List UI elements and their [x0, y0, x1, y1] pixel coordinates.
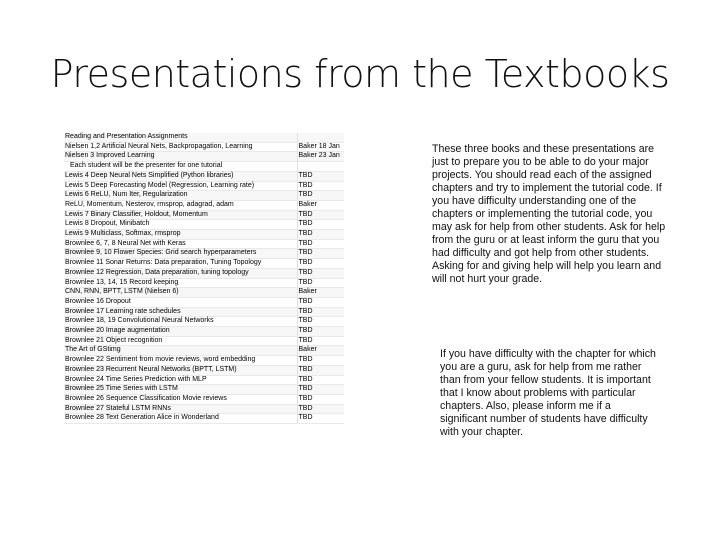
table-row: [64, 239, 344, 249]
assignment-cell: Brownlee 21 Object recognition: [64, 336, 297, 346]
assignment-cell: Lewis 9 Multiclass, Softmax, rmsprop: [64, 230, 297, 240]
presenter-cell: TBD: [297, 268, 344, 278]
table-row: [64, 210, 344, 220]
presenter-cell: TBD: [297, 171, 344, 181]
table-row: [64, 346, 344, 356]
table-row: [64, 385, 344, 395]
assignment-cell: Brownlee 18, 19 Convolutional Neural Networks: [64, 317, 297, 327]
table-row: [64, 297, 344, 307]
table-row: [64, 268, 344, 278]
presenter-cell: TBD: [297, 191, 344, 201]
table-row: [64, 152, 344, 162]
presenter-cell: TBD: [297, 259, 344, 269]
assignment-cell: Brownlee 11 Sonar Returns: Data preparation, Tuning Topology: [64, 259, 297, 269]
assignment-cell: Lewis 4 Deep Neural Nets Simplified (Python libraries): [64, 171, 297, 181]
presenter-cell: TBD: [297, 278, 344, 288]
presenter-cell: TBD: [297, 327, 344, 337]
assignment-cell: Lewis 6 ReLU, Num Iter, Regularization: [64, 191, 297, 201]
presenter-cell: Baker: [297, 346, 344, 356]
table-row: [64, 307, 344, 317]
table-row: [64, 230, 344, 240]
assignment-cell: Brownlee 12 Regression, Data preparation, tuning topology: [64, 268, 297, 278]
assignment-cell: Brownlee 16 Dropout: [64, 297, 297, 307]
assignment-cell: Brownlee 22 Sentiment from movie reviews, word embedding: [64, 356, 297, 366]
table-row: [64, 142, 344, 152]
assignment-cell: Brownlee 13, 14, 15 Record keeping: [64, 278, 297, 288]
assignment-cell: Nielsen 3 Improved Learning: [64, 152, 297, 162]
presenter-cell: TBD: [297, 414, 344, 424]
table-header: Reading and Presentation Assignments: [64, 133, 297, 142]
table-header-row: [64, 133, 344, 142]
assignment-cell: Brownlee 28 Text Generation Alice in Wonderland: [64, 414, 297, 424]
presenter-cell: TBD: [297, 365, 344, 375]
assignment-cell: ReLU, Momentum, Nesterov, rmsprop, adagrad, adam: [64, 200, 297, 210]
presenter-cell: TBD: [297, 230, 344, 240]
presenter-cell: TBD: [297, 385, 344, 395]
table-row: [64, 249, 344, 259]
presenter-cell: TBD: [297, 210, 344, 220]
presenter-cell: TBD: [297, 375, 344, 385]
assignment-cell: Brownlee 23 Recurrent Neural Networks (BPTT, LSTM): [64, 365, 297, 375]
assignment-cell: Lewis 5 Deep Forecasting Model (Regression, Learning rate): [64, 181, 297, 191]
presenter-cell: Baker 18 Jan: [297, 142, 344, 152]
table-row: [64, 162, 344, 172]
presenter-cell: TBD: [297, 181, 344, 191]
table-row: [64, 288, 344, 298]
guidance-text: These three books and these presentations are just to prepare you to be able to do your major projects. You should read each of the assigned chapters and try to implement the tutorial code. If you have difficulty understanding one of the chapters or implementing the tutorial code, you may ask for help from other students. Ask for help from the guru or at least inform the guru that you had difficulty and got help from other students. Asking for and giving help will help you learn and will not hurt your grade.: [432, 143, 666, 285]
table-row: [64, 278, 344, 288]
assignment-cell: Each student will be the presenter for one tutorial: [64, 162, 297, 172]
table-row: [64, 191, 344, 201]
table-header-blank: [297, 133, 344, 142]
assignments-table-body: [64, 133, 344, 424]
table-row: [64, 220, 344, 230]
assignment-cell: Brownlee 17 Learning rate schedules: [64, 307, 297, 317]
table-row: [64, 336, 344, 346]
table-row: [64, 327, 344, 337]
assignment-cell: Brownlee 25 Time Series with LSTM: [64, 385, 297, 395]
table-row: [64, 404, 344, 414]
presenter-cell: TBD: [297, 336, 344, 346]
assignment-cell: Brownlee 26 Sequence Classification Movie reviews: [64, 394, 297, 404]
table-row: [64, 200, 344, 210]
assignment-cell: Brownlee 24 Time Series Prediction with MLP: [64, 375, 297, 385]
table-row: [64, 414, 344, 424]
table-row: [64, 375, 344, 385]
table-row: [64, 365, 344, 375]
presenter-cell: TBD: [297, 239, 344, 249]
assignment-cell: Brownlee 6, 7, 8 Neural Net with Keras: [64, 239, 297, 249]
assignment-cell: Brownlee 20 Image augmentation: [64, 327, 297, 337]
presenter-cell: TBD: [297, 317, 344, 327]
assignment-cell: Brownlee 27 Stateful LSTM RNNs: [64, 404, 297, 414]
table-row: [64, 181, 344, 191]
assignment-cell: Brownlee 9, 10 Flower Species: Grid search hyperparameters: [64, 249, 297, 259]
presenter-cell: TBD: [297, 356, 344, 366]
assignment-cell: Lewis 7 Binary Classifier, Holdout, Momentum: [64, 210, 297, 220]
table-row: [64, 317, 344, 327]
table-row: [64, 171, 344, 181]
assignment-cell: The Art of GStimg: [64, 346, 297, 356]
assignments-table: [64, 133, 344, 424]
presenter-cell: TBD: [297, 249, 344, 259]
guru-text: If you have difficulty with the chapter for which you are a guru, ask for help from me rather than from your fellow students. It is important that I know about problems with particular chapters. Also, please inform me if a significant number of students have difficulty with your chapter.: [440, 348, 656, 438]
assignment-cell: Nielsen 1,2 Artificial Neural Nets, Backpropagation, Learning: [64, 142, 297, 152]
presenter-cell: Baker: [297, 200, 344, 210]
presenter-cell: [297, 162, 344, 172]
presenter-cell: TBD: [297, 394, 344, 404]
presenter-cell: TBD: [297, 297, 344, 307]
table-row: [64, 394, 344, 404]
assignment-cell: CNN, RNN, BPTT, LSTM (Nielsen 6): [64, 288, 297, 298]
presenter-cell: Baker 23 Jan: [297, 152, 344, 162]
presenter-cell: TBD: [297, 220, 344, 230]
table-row: [64, 356, 344, 366]
slide-title: Presentations from the Textbooks: [50, 52, 670, 96]
table-row: [64, 259, 344, 269]
presenter-cell: TBD: [297, 404, 344, 414]
presenter-cell: TBD: [297, 307, 344, 317]
assignment-cell: Lewis 8 Dropout, Minibatch: [64, 220, 297, 230]
presenter-cell: Baker: [297, 288, 344, 298]
